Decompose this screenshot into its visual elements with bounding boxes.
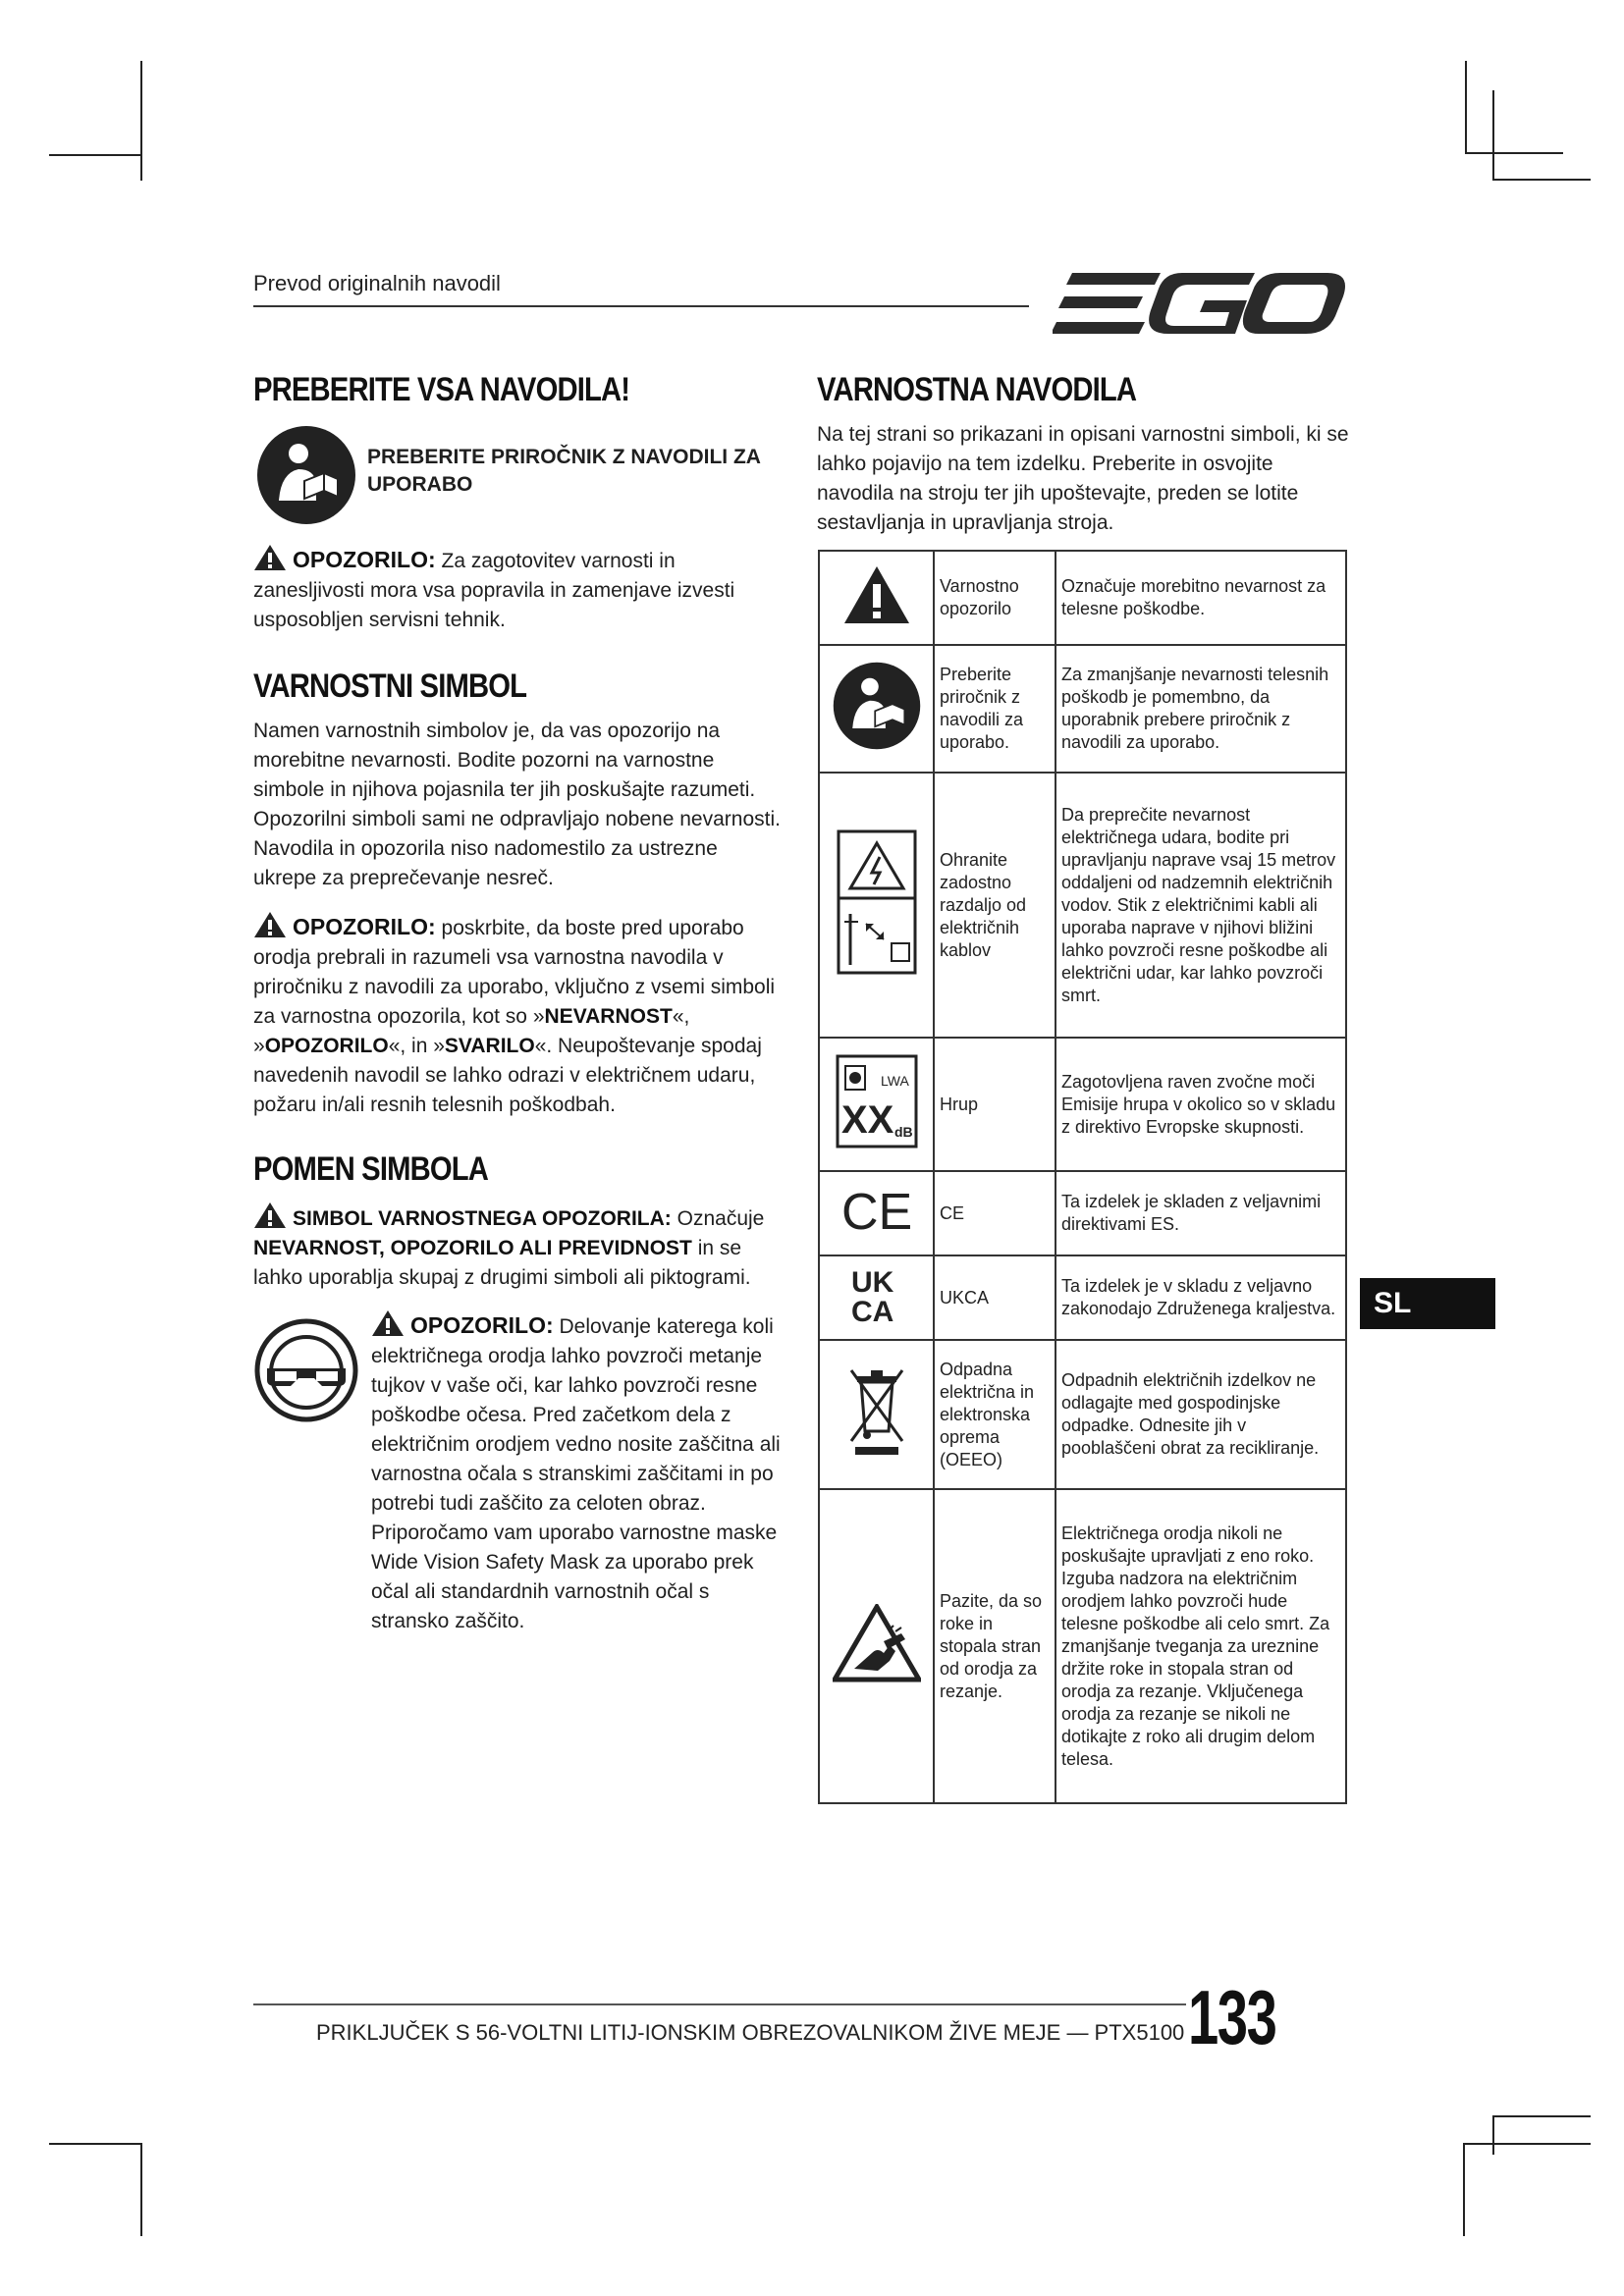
goggles-warning-paragraph: [371, 1309, 787, 1636]
hand-cutting-hazard-icon: [833, 1604, 921, 1682]
table-row: [819, 645, 1346, 773]
page-number: 133: [1188, 1974, 1276, 2060]
table-row: [819, 773, 1346, 1038]
noise-db-label: dB: [893, 1124, 913, 1140]
table-cell-icon: [819, 773, 934, 1038]
keyword-caution: SVARILO: [444, 1035, 535, 1057]
uk-mark-text: UK: [850, 1266, 893, 1299]
warning-triangle-icon: [253, 911, 287, 938]
ca-mark-text: CA: [850, 1296, 893, 1325]
crop-mark: [1465, 61, 1467, 154]
symbol-text: in se lahko uporablja skupaj z drugimi simboli ali piktogrami.: [253, 1237, 751, 1289]
table-row: [819, 1171, 1346, 1255]
table-cell-icon: [819, 1171, 934, 1255]
table-cell-name: UKCA: [934, 1255, 1056, 1340]
table-cell-desc: Ta izdelek je skladen z veljavnimi direktivami ES.: [1056, 1171, 1346, 1255]
crop-mark: [49, 2143, 142, 2145]
section-title-safety-symbol: VARNOSTNI SIMBOL: [253, 667, 527, 705]
table-cell-name: Hrup: [934, 1038, 1056, 1171]
power-line-distance-icon: [837, 829, 917, 975]
table-cell-name: CE: [934, 1171, 1056, 1255]
table-row: [819, 1038, 1346, 1171]
table-cell-desc: Električnega orodja nikoli ne poskušajte upravljati z eno roko. Izguba nadzora na električnim orodjem lahko povzroči hude telesne poškodbe ali celo smrt. Za zmanjšanje tveganja za ureznine držite roke in stopala stran od orodja za rezanje. Vključenega orodja za rezanje se nikoli ne dotikajte z roko ali drugim delom telesa.: [1056, 1489, 1346, 1803]
crop-mark: [1492, 179, 1591, 181]
read-manual-caption: PREBERITE PRIROČNIK Z NAVODILI ZA UPORABO: [367, 446, 761, 496]
crop-mark: [1492, 2115, 1494, 2155]
table-cell-icon: [819, 1489, 934, 1803]
safety-intro-paragraph: Na tej strani so prikazani in opisani varnostni simboli, ki se lahko pojavijo na tem izdelku. Preberite in osvojite navodila na stroju ter jih upoštevajte, preden se lotite sestavljanja in upravljanja stroja.: [817, 423, 1349, 534]
table-cell-name: Pazite, da so roke in stopala stran od orodja za rezanje.: [934, 1489, 1056, 1803]
footer-product-title: PRIKLJUČEK S 56-VOLTNI LITIJ-IONSKIM OBREZOVALNIKOM ŽIVE MEJE — PTX5100: [316, 2020, 1185, 2045]
warning-text: Za zagotovitev varnosti in zanesljivosti mora vsa popravila in zamenjave izvesti usposobljen servisni tehnik.: [253, 550, 735, 631]
symbol-keywords: NEVARNOST, OPOZORILO ALI PREVIDNOST: [253, 1237, 692, 1259]
crop-mark: [1463, 2143, 1591, 2145]
warning-paragraph-1: [253, 544, 776, 635]
separator: «, in »: [388, 1035, 445, 1057]
table-row: [819, 1255, 1346, 1340]
crop-mark: [1463, 2143, 1465, 2236]
table-row: [819, 551, 1346, 645]
crop-mark: [140, 61, 142, 181]
symbol-text: Označuje: [677, 1207, 765, 1230]
ce-mark-text: CE: [840, 1186, 912, 1235]
safety-goggles-icon: [253, 1317, 359, 1423]
warning-label: OPOZORILO:: [293, 547, 436, 572]
keyword-warning: OPOZORILO: [264, 1035, 389, 1057]
table-cell-desc: Zagotovljena raven zvočne moči Emisije hrupa v okolico so v skladu z direktivo Evropske skupnosti.: [1056, 1038, 1346, 1171]
table-cell-desc: Za zmanjšanje nevarnosti telesnih poškodb je pomembno, da uporabnik prebere priročnik z navodili za uporabo.: [1056, 645, 1346, 773]
warning-triangle-icon: [842, 564, 911, 625]
alert-symbol-paragraph: [253, 1201, 784, 1293]
table-cell-icon: [819, 551, 934, 645]
header-subtitle: Prevod originalnih navodil: [253, 271, 501, 295]
warning-paragraph-2: [253, 911, 784, 1120]
header-rule: [253, 305, 1029, 307]
safety-symbols-table: [818, 550, 1347, 1804]
noise-level-icon: [836, 1054, 918, 1148]
keyword-danger: NEVARNOST: [544, 1005, 673, 1028]
warning-text: poskrbite, da boste pred uporabo orodja prebrali in razumeli vsa varnostna navodila v priročniku z navodili za uporabo, vključno z vsemi simboli za varnostna opozorila, kot so »: [253, 917, 776, 1028]
table-cell-desc: Da preprečite nevarnost električnega udara, bodite pri upravljanju naprave vsaj 15 metrov oddaljeni od nadzemnih električnih vodov. Stik z električnimi kabli ali uporaba naprave v njihovi bližini lahko povzroči resne poškodbe ali električni udar, kar lahko povzroči smrt.: [1056, 773, 1346, 1038]
warning-label: OPOZORILO:: [410, 1312, 554, 1338]
table-cell-icon: [819, 1340, 934, 1489]
language-tab: SL: [1360, 1278, 1495, 1329]
symbol-label: SIMBOL VARNOSTNEGA OPOZORILA:: [293, 1207, 672, 1230]
noise-lwa-label: LWA: [880, 1073, 909, 1089]
footer-rule: [253, 2003, 1186, 2005]
crop-mark: [1492, 90, 1494, 181]
section-title-read-all: PREBERITE VSA NAVODILA!: [253, 371, 630, 408]
ukca-mark-icon: [847, 1264, 906, 1325]
table-cell-name: Odpadna električna in elektronska oprema (OEEO): [934, 1340, 1056, 1489]
warning-text: Delovanje katerega koli električnega orodja lahko povzroči metanje tujkov v vaše oči, kar lahko povzroči resne poškodbe očesa. Pred začetkom dela z električnim orodjem vedno nosite zaščitna ali varnostna očala s stranskimi zaščitami in po potrebi tudi zaščito za celoten obraz. Priporočamo vam uporabo varnostne maske Wide Vision Safety Mask za uporabo prek očal ali standardnih varnostnih očal s stransko zaščito.: [371, 1315, 781, 1632]
crop-mark: [49, 154, 142, 156]
read-manual-icon: [832, 661, 922, 751]
noise-xx-label: XX: [840, 1098, 893, 1142]
warning-triangle-icon: [371, 1309, 405, 1337]
ce-mark-icon: [839, 1186, 914, 1235]
warning-triangle-icon: [253, 544, 287, 571]
ego-logo: [1053, 265, 1347, 344]
table-cell-desc: Odpadnih električnih izdelkov ne odlagajte med gospodinjske odpadke. Odnesite jih v pooblaščeni obrat za recikliranje.: [1056, 1340, 1346, 1489]
table-row: [819, 1489, 1346, 1803]
table-cell-desc: Ta izdelek je v skladu z veljavno zakonodajo Združenega kraljestva.: [1056, 1255, 1346, 1340]
read-manual-icon: [255, 424, 357, 526]
table-cell-desc: Označuje morebitno nevarnost za telesne poškodbe.: [1056, 551, 1346, 645]
table-row: [819, 1340, 1346, 1489]
crop-mark: [1492, 2115, 1591, 2117]
table-cell-icon: [819, 645, 934, 773]
section-title-symbol-meaning: POMEN SIMBOLA: [253, 1150, 488, 1188]
warning-text: «. Neupoštevanje spodaj navedenih navodil se lahko odrazi v električnem udaru, požaru in/ali resnih telesnih poškodbah.: [253, 1035, 762, 1116]
separator: «, »: [253, 1005, 690, 1057]
crop-mark: [1465, 152, 1563, 154]
table-cell-name: Ohranite zadostno razdaljo od električnih kablov: [934, 773, 1056, 1038]
table-cell-name: Varnostno opozorilo: [934, 551, 1056, 645]
section-title-safety-instructions: VARNOSTNA NAVODILA: [817, 371, 1137, 408]
weee-bin-icon: [847, 1366, 906, 1457]
safety-symbol-paragraph: Namen varnostnih simbolov je, da vas opozorijo na morebitne nevarnosti. Bodite pozorni na varnostne simbole in njihova pojasnila ter jih poskušajte razumeti. Opozorilni simboli sami ne odpravljajo nobene nevarnosti. Navodila in opozorila niso nadomestilo za ustrezne ukrepe za preprečevanje nesreč.: [253, 720, 781, 889]
table-cell-name: Preberite priročnik z navodili za uporabo.: [934, 645, 1056, 773]
warning-triangle-icon: [253, 1201, 287, 1229]
table-cell-icon: [819, 1255, 934, 1340]
table-cell-icon: [819, 1038, 934, 1171]
warning-label: OPOZORILO:: [293, 914, 436, 939]
crop-mark: [140, 2143, 142, 2236]
